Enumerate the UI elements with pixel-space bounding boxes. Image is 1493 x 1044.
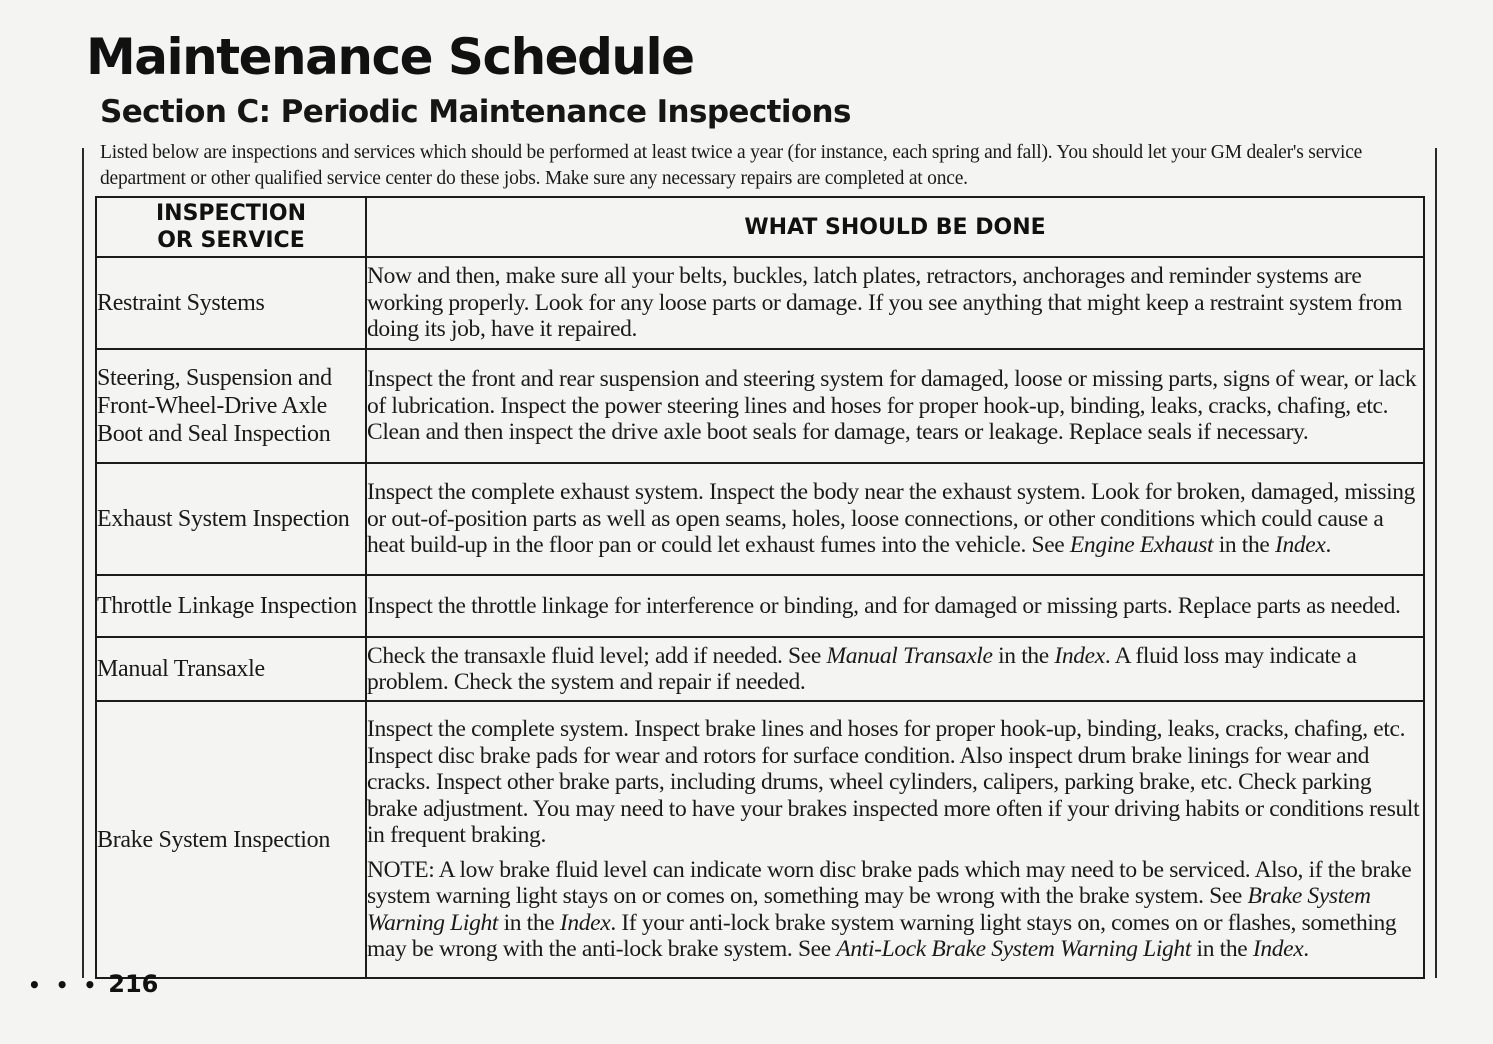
row-action — [366, 637, 1424, 701]
row-action: Inspect the throttle linkage for interference or binding, and for damaged or missing parts. Replace parts as needed. — [366, 575, 1424, 637]
row-item: Exhaust System Inspection — [96, 463, 366, 575]
row-item: Manual Transaxle — [96, 637, 366, 701]
index-reference: Index — [1252, 936, 1304, 963]
row-action — [366, 463, 1424, 575]
table-row — [96, 637, 1424, 701]
index-reference: Index — [559, 909, 611, 936]
action-text: NOTE: A low brake fluid level can indicate worn disc brake pads which may need to be serviced. Also, if the brake system warning light stays on or comes on, something may be wrong with the brake system. See — [367, 856, 1412, 910]
row-item: Throttle Linkage Inspection — [96, 575, 366, 637]
action-paragraph: Inspect the complete system. Inspect brake lines and hoses for proper hook-up, binding, leaks, cracks, chafing, etc. Inspect disc brake pads for wear and rotors for surface condition. Also inspect drum brake linings for wear and cracks. Inspect other brake parts, including drums, wheel cylinders, calipers, parking brake, etc. Check parking brake adjustment. You may need to have your brakes inspected more often if your driving habits or conditions result in frequent braking. — [367, 716, 1420, 849]
column-header-inspection — [96, 197, 366, 257]
index-reference: Brake System Warning Light — [367, 883, 1371, 936]
left-margin-rule — [82, 148, 84, 978]
row-item: Steering, Suspension and Front-Wheel-Drive Axle Boot and Seal Inspection — [96, 349, 366, 463]
action-text: in the — [992, 642, 1055, 669]
index-reference: Index — [1275, 532, 1326, 559]
index-reference: Manual Transaxle — [826, 642, 993, 669]
table-row — [96, 349, 1424, 463]
right-margin-rule — [1435, 148, 1437, 978]
index-reference: Engine Exhaust — [1069, 532, 1214, 559]
action-text: . If your anti-lock brake system warning light stays on, comes on or flashes, something may be wrong with the anti-lock brake system. See — [367, 909, 1397, 963]
row-item: Restraint Systems — [96, 257, 366, 349]
table-row — [96, 701, 1424, 978]
row-action: Now and then, make sure all your belts, buckles, latch plates, retractors, anchorages and reminder systems are working properly. Look for any loose parts or damage. If you see anything that might keep a restraint system from doing its job, have it repaired. — [366, 257, 1424, 349]
page-number-text: 216 — [108, 970, 159, 998]
page-dots: • • • — [28, 973, 101, 997]
table-header-row — [96, 197, 1424, 257]
action-text: in the — [1191, 936, 1253, 963]
table-row — [96, 463, 1424, 575]
action-text: . A fluid loss may indicate a problem. Check the system and repair if needed. — [367, 642, 1357, 695]
row-item: Brake System Inspection — [96, 701, 366, 978]
column-header-line: OR SERVICE — [157, 228, 305, 253]
page-number — [28, 970, 158, 998]
maintenance-table — [95, 196, 1425, 979]
table-row — [96, 257, 1424, 349]
table-row — [96, 575, 1424, 637]
action-text: . — [1303, 936, 1309, 963]
action-text: in the — [1213, 532, 1275, 559]
action-text: in the — [498, 909, 560, 936]
intro-paragraph: Listed below are inspections and services which should be performed at least twice a year (for instance, each spring and fall). You should let your GM dealer's service department or other qualified service center do these jobs. Make sure any necessary repairs are completed at once. — [100, 142, 1363, 189]
row-action — [366, 701, 1424, 978]
index-reference: Index — [1054, 642, 1105, 669]
note-paragraph — [367, 857, 1423, 963]
index-reference: Anti-Lock Brake System Warning Light — [836, 936, 1192, 963]
page-title: Maintenance Schedule — [86, 28, 694, 86]
column-header-line: INSPECTION — [155, 201, 307, 226]
column-header-action: WHAT SHOULD BE DONE — [366, 197, 1424, 257]
row-action: Inspect the front and rear suspension and steering system for damaged, loose or missing parts, signs of wear, or lack of lubrication. Inspect the power steering lines and hoses for proper hook-up, binding, leaks, cracks, chafing, etc. Clean and then inspect the drive axle boot seals for damage, tears or leakage. Replace seals if necessary. — [366, 349, 1424, 463]
section-subtitle: Section C: Periodic Maintenance Inspections — [100, 94, 851, 130]
action-text: . — [1325, 532, 1331, 559]
action-text: Inspect the complete exhaust system. Inspect the body near the exhaust system. Look for broken, damaged, missing or out-of-position parts as well as open seams, holes, loose connections, or other conditions which could cause a heat build-up in the floor pan or could let exhaust fumes into the vehicle. See — [367, 479, 1416, 559]
action-text: Check the transaxle fluid level; add if needed. See — [367, 642, 827, 669]
